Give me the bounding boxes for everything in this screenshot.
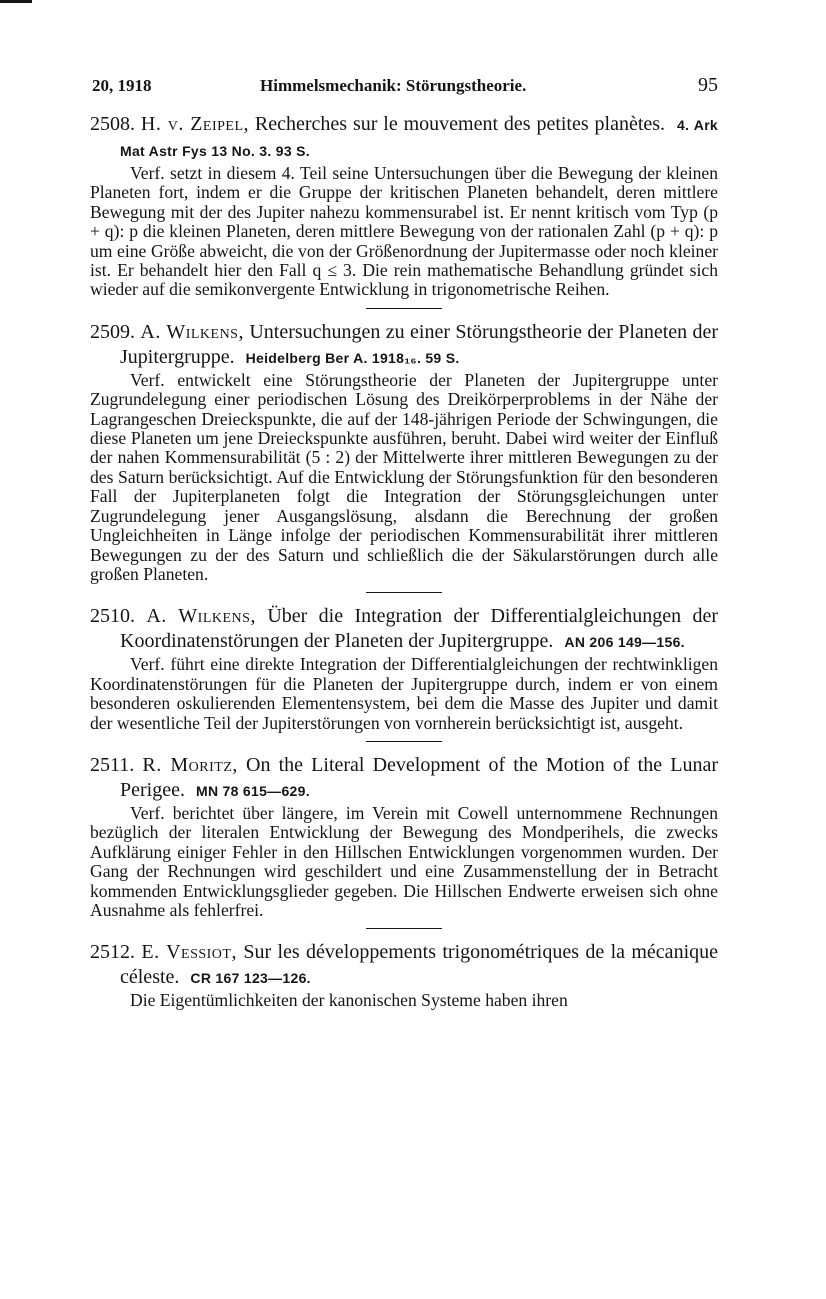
entry-heading	[90, 753, 718, 804]
entry-body: Verf. führt eine direkte Integration der Differentialgleichungen der rechtwinkligen Koordinatenstörungen für die Planeten der Jupitergruppe durch, indem er von einem besonderen oskulierenden Elementensystem, bei dem die Masse des Jupiter und damit der wesentliche Teil der Jupiterstörungen von vornherein berücksichtigt ist, ausgeht.	[90, 654, 718, 733]
header-volume-year: 20, 1918	[92, 76, 152, 95]
entry-title: Untersuchungen zu einer Störungstheorie der Planeten der Jupitergruppe.	[120, 320, 719, 368]
entry-body: Verf. setzt in diesem 4. Teil seine Untersuchungen über die Bewegung der kleinen Planeten fort, indem er die Gruppe der kritischen Planeten behandelt, deren mittlere Bewegung mit der des Jupiter nahezu kommensurabel ist. Er nennt kritisch vom Typ (p + q): p die kleinen Planeten, deren mittlere Bewegung von der rationalen Zahl (p + q): p um eine Größe abweicht, die von der Größenordnung der Jupitermasse oder noch kleiner ist. Er behandelt hier den Fall q ≤ 3. Die rein mathematische Behandlung gründet sich wieder auf die semikonvergente Entwicklung in trigonometrische Reihen.	[90, 163, 718, 300]
entry-heading	[90, 940, 718, 991]
entry-number: 2508.	[90, 113, 135, 135]
entry-title: Sur les développements trigonométriques de la mécanique céleste.	[120, 941, 718, 989]
entry-number: 2511.	[90, 753, 135, 776]
separator-rule	[366, 741, 442, 742]
page-number: 95	[698, 74, 718, 96]
entry-body: Die Eigentümlichkeiten der kanonischen Systeme haben ihren	[130, 990, 568, 1011]
entry-title: Über die Integration der Differentialgleichungen der Koordinatenstörungen der Planeten der Jupitergruppe.	[120, 605, 718, 653]
entry-author: R. Moritz,	[142, 753, 238, 776]
entry-author: A. Wilkens,	[146, 605, 256, 628]
abstract-entry-2508	[90, 112, 718, 300]
entry-title: On the Literal Development of the Motion of the Lunar Perigee.	[120, 753, 719, 801]
running-head	[92, 76, 718, 100]
abstract-entry-2512	[90, 940, 718, 1010]
abstract-entry-2510	[90, 604, 718, 733]
entry-number: 2512.	[90, 941, 135, 964]
entry-title: Recherches sur le mouvement des petites planètes.	[254, 113, 666, 135]
entry-author: H. v. Zeipel,	[140, 113, 250, 135]
entry-source: Heidelberg Ber A. 1918₁₆. 59 S.	[245, 349, 460, 366]
abstract-entries	[90, 112, 718, 1011]
separator-rule	[366, 592, 442, 593]
separator-rule	[366, 308, 442, 309]
entry-source: 4. Ark Mat Astr Fys 13 No. 3. 93 S.	[120, 117, 719, 159]
abstract-entry-2511	[90, 753, 718, 920]
separator-rule	[366, 928, 442, 929]
scan-corner-mark	[0, 0, 32, 3]
entry-body: Verf. entwickelt eine Störungstheorie der Planeten der Jupitergruppe unter Zugrundelegung einer periodischen Lösung des Dreikörperproblems in der Nähe der Lagrangeschen Dreieckspunkte, die auf der 148-jährigen Periode der Schwingungen, die diese Planeten um jene Dreieckspunkte ausführen, beruht. Dabei wird weiter der Einfluß der nahen Kommensurabilität (5 : 2) der Mittelwerte ihrer mittleren Bewegungen zu der des Saturn berücksichtigt. Auf die Entwicklung der Störungsfunktion für den besonderen Fall der Jupiterplaneten folgt die Integration der Störungsgleichungen unter Zugrundelegung jener Ausgangslösung, alsdann die Berechnung der großen Ungleichheiten in Länge infolge der periodischen Kommensurabilität ihrer mittleren Bewegungen zu der des Saturn und schließlich die der Säkularstörungen durch alle großen Planeten.	[90, 369, 718, 584]
entry-source: CR 167 123—126.	[190, 970, 311, 987]
entry-number: 2510.	[90, 605, 135, 628]
entry-number: 2509.	[90, 320, 135, 343]
entry-source: MN 78 615—629.	[195, 782, 310, 799]
entry-author: A. Wilkens,	[140, 320, 244, 343]
entry-body: Verf. berichtet über längere, im Verein mit Cowell unternommene Rechnungen bezüglich der literalen Entwicklung der Bewegung des Mondperihels, die zwecks Aufklärung einiger Fehler in den Hillschen Entwicklungen vorgenommen wurden. Der Gang der Rechnungen wird geschildert und eine Zusammenstellung der in Betracht kommenden Entwicklungsglieder gegeben. Die Hillschen Endwerte erweisen sich ohne Ausnahme als fehlerfrei.	[90, 802, 718, 920]
entry-heading	[90, 112, 718, 164]
entry-author: E. Vessiot,	[141, 941, 237, 964]
entry-heading	[90, 320, 718, 371]
entry-heading	[90, 604, 718, 655]
header-section-title: Himmelsmechanik: Störungstheorie.	[260, 76, 527, 95]
abstract-entry-2509	[90, 320, 718, 584]
entry-source: AN 206 149—156.	[564, 634, 685, 651]
